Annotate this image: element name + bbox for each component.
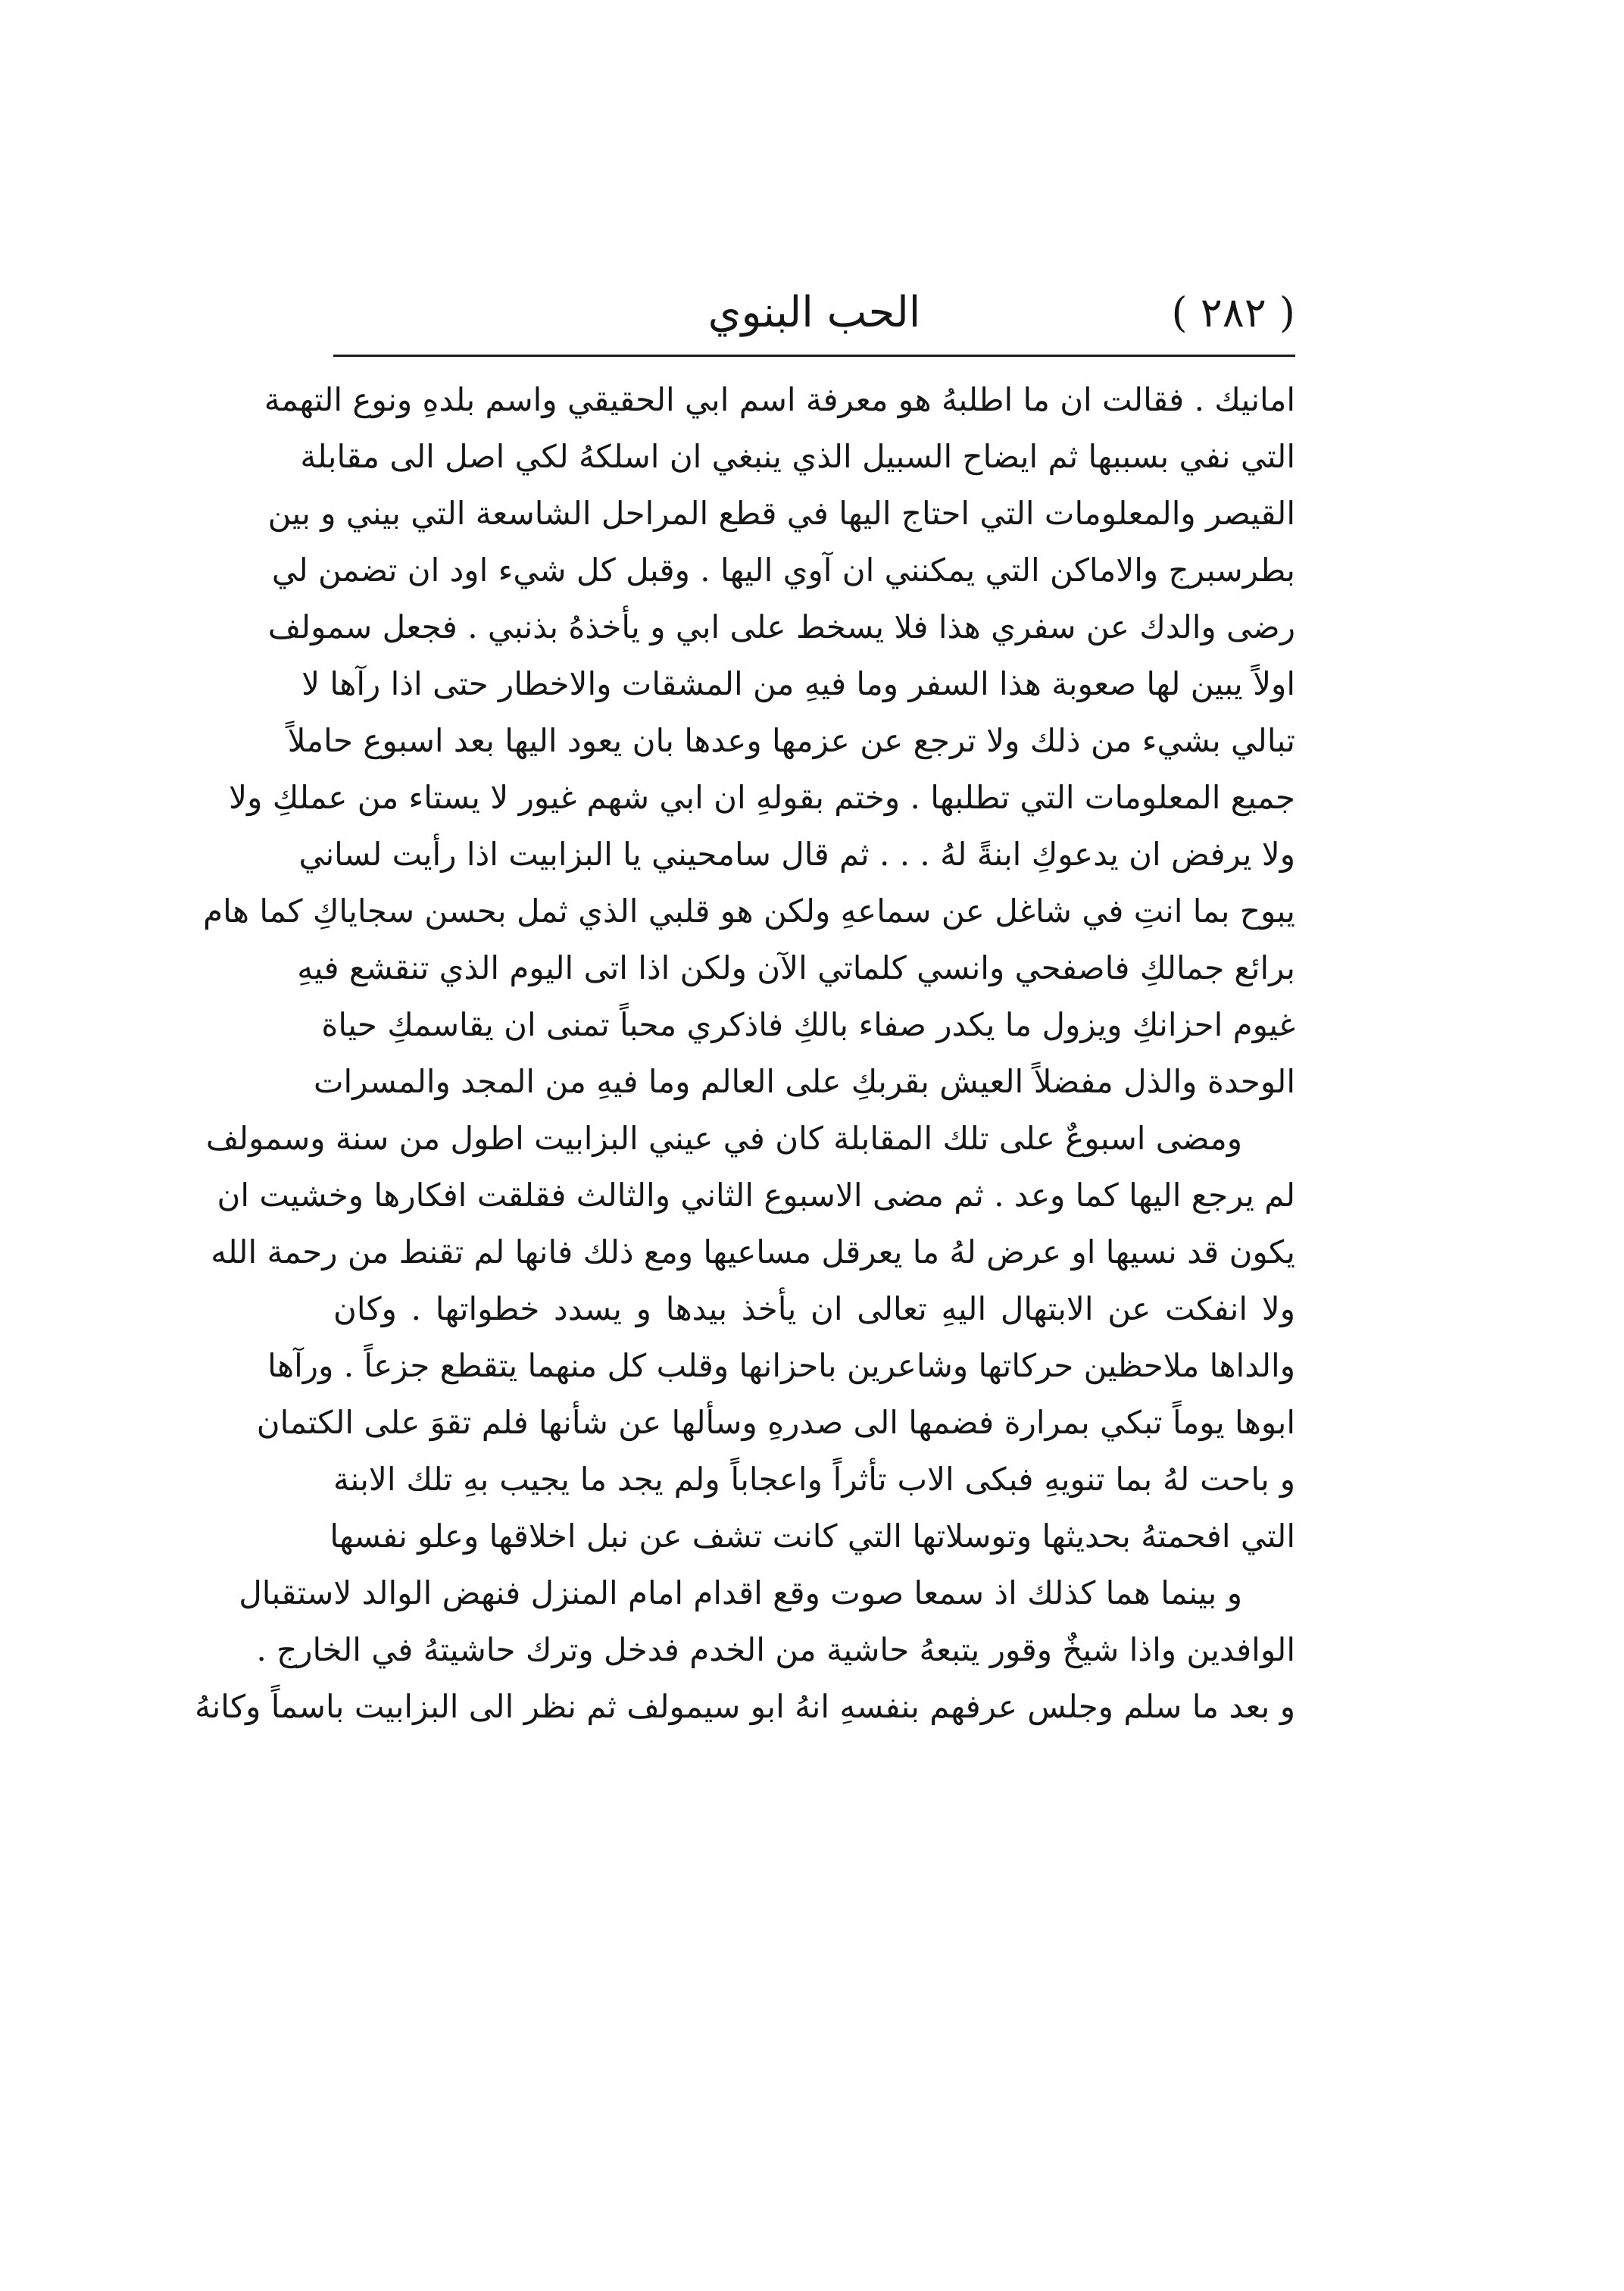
text-line: اولاً يبين لها صعوبة هذا السفر وما فيهِ من المشقات والاخطار حتى اذا رآها لا	[301, 665, 1295, 702]
text-line: و باحت لهُ بما تنويهِ فبكى الاب تأثراً واعجاباً ولم يجد ما يجيب بهِ تلك الابنة	[333, 1461, 1295, 1498]
text-line: برائع جمالكِ فاصفحي وانسي كلماتي الآن ولكن اذا اتى اليوم الذي تنقشع فيهِ	[297, 949, 1295, 986]
running-title: الحب البنوي	[707, 288, 921, 337]
text-line: التي افحمتهُ بحديثها وتوسلاتها التي كانت تشف عن نبل اخلاقها وعلو نفسها	[329, 1517, 1295, 1555]
text-line: و بينما هما كذلك اذ سمعا صوت وقع اقدام امام المنزل فنهض الوالد لاستقبال	[239, 1574, 1242, 1611]
text-line: تبالي بشيء من ذلك ولا ترجع عن عزمها وعدها بان يعود اليها بعد اسبوع حاملاً	[287, 722, 1295, 759]
text-line: و بعد ما سلم وجلس عرفهم بنفسهِ انهُ ابو سيمولف ثم نظر الى البزابيت باسماً وكانهُ	[195, 1688, 1295, 1725]
text-line: والداها ملاحظين حركاتها وشاعرين باحزانها وقلب كل منهما يتقطع جزعاً . ورآها	[267, 1347, 1295, 1384]
text-line: الوافدين واذا شيخٌ وقور يتبعهُ حاشية من الخدم فدخل وترك حاشيتهُ في الخارج .	[256, 1631, 1295, 1668]
text-line: يبوح بما انتِ في شاغل عن سماعهِ ولكن هو قلبي الذي ثمل بحسن سجاياكِ كما هام	[203, 892, 1295, 930]
text-line: القيصر والمعلومات التي احتاج اليها في قطع المراحل الشاسعة التي بيني و بين	[267, 495, 1295, 532]
text-line: بطرسبرج والاماكن التي يمكنني ان آوي اليها . وقبل كل شيء اود ان تضمن لي	[271, 552, 1295, 589]
page-number: ( ٢٨٢ )	[1171, 289, 1295, 336]
text-line: الوحدة والذل مفضلاً العيش بقربكِ على العالم وما فيهِ من المجد والمسرات	[313, 1063, 1295, 1100]
text-line: ولا يرفض ان يدعوكِ ابنةً لهُ . . . ثم قال سامحيني يا البزابيت اذا رأيت لساني	[298, 836, 1295, 873]
text-line: امانيك . فقالت ان ما اطلبهُ هو معرفة اسم ابي الحقيقي واسم بلدهِ ونوع التهمة	[264, 381, 1295, 418]
text-line: لم يرجع اليها كما وعد . ثم مضى الاسبوع الثاني والثالث فقلقت افكارها وخشيت ان	[217, 1177, 1295, 1214]
text-line: التي نفي بسببها ثم ايضاح السبيل الذي ينبغي ان اسلكهُ لكي اصل الى مقابلة	[300, 438, 1295, 475]
text-line: رضى والدك عن سفري هذا فلا يسخط على ابي و يأخذهُ بذنبي . فجعل سمولف	[267, 608, 1295, 645]
text-line: يكون قد نسيها او عرض لهُ ما يعرقل مساعيها ومع ذلك فانها لم تقنط من رحمة الله	[211, 1233, 1295, 1271]
page-header	[333, 280, 1295, 345]
header-rule	[333, 355, 1295, 357]
text-line: ومضى اسبوعٌ على تلك المقابلة كان في عيني البزابيت اطول من سنة وسمولف	[205, 1120, 1242, 1157]
text-line: ولا انفكت عن الابتهال اليهِ تعالى ان يأخذ بيدها و يسدد خطواتها . وكان	[333, 1290, 1295, 1327]
text-line: ابوها يوماً تبكي بمرارة فضمها الى صدرهِ وسألها عن شأنها فلم تقوَ على الكتمان	[256, 1404, 1295, 1441]
text-line: غيوم احزانكِ ويزول ما يكدر صفاء بالكِ فاذكري محباً تمنى ان يقاسمكِ حياة	[321, 1006, 1295, 1043]
body-text	[195, 371, 1295, 1735]
text-line: جميع المعلومات التي تطلبها . وختم بقولهِ ان ابي شهم غيور لا يستاء من عملكِ ولا	[229, 779, 1295, 816]
